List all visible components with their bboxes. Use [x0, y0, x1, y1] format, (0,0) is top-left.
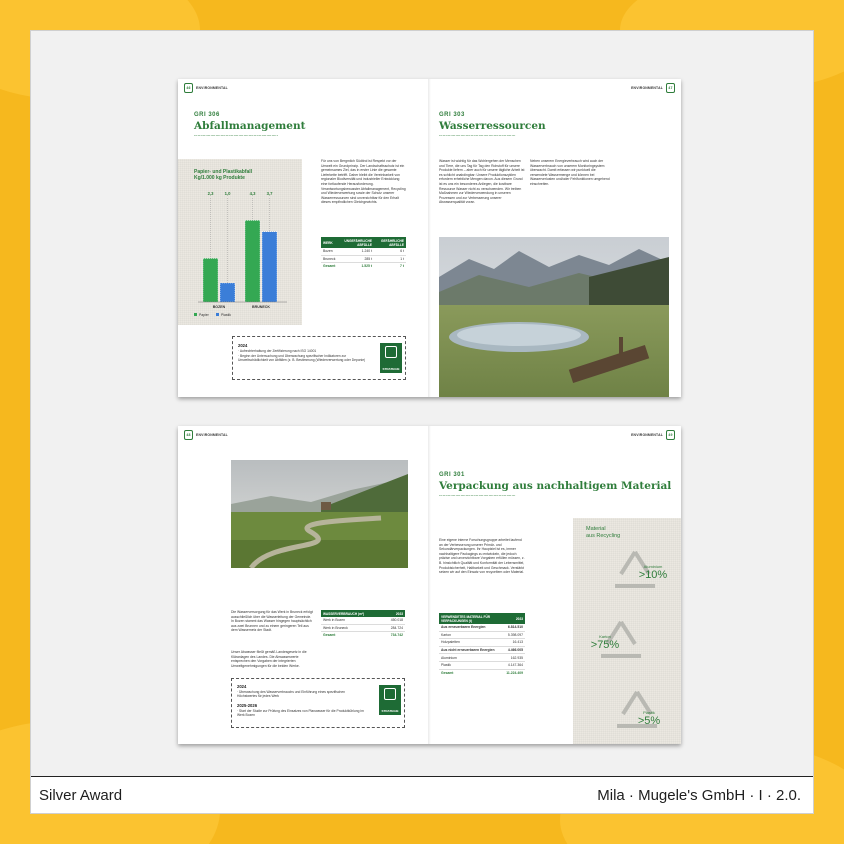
recycling-item-karton: Karton >75% — [590, 634, 620, 651]
leaf-icon — [385, 346, 397, 358]
page-number: 46 — [184, 83, 193, 93]
bar-plastik-bruneck — [262, 232, 277, 302]
table-header: GEFÄHRLICHE ABFÄLLE — [374, 237, 406, 248]
table-row: Werk in Bruneck 284.724 — [323, 625, 403, 630]
water-supply-text: Die Wasserversorgung für das Werk in Bruneck erfolgt ausschließlich über die Wasserleitung der Gemeinde. In Bozen stammt das Wasser hingegen hauptsächlich aus zwei Brunnen und zu einem geringeren Teil aus dem Wassernetz der Stadt. — [231, 610, 313, 633]
bar-value-label: 3,7 — [266, 191, 273, 196]
table-header: VERWENDETES MATERIAL FÜR VERPACKUNGEN (t) — [439, 613, 504, 624]
strategy-item: · Aufrechterhaltung der Zertifizierung nach ISO 14001 — [238, 349, 317, 353]
waste-chart-panel — [178, 159, 302, 325]
table-row: Holzpaletten 16.413 — [441, 640, 523, 645]
award-footer — [31, 776, 813, 813]
legend-label: Plastik — [221, 313, 231, 317]
water-body-text-col2: Neben unserem Energieverbrauch wird auch der Wasserverbrauch von unserem Monitoringsystem überwacht. Damit erfassen wir punktuell die verwendete Wassermenge und können bei Wasserverlusten und/oder Fehlfunktionen umgehend einschreiten. — [530, 159, 610, 186]
table-total-row: Gesamt 1.525 t 7 t — [323, 264, 404, 269]
section-label: ENVIRONMENTAL — [631, 433, 663, 437]
page-header-right — [631, 83, 675, 93]
page-header-left — [184, 430, 228, 440]
award-card — [30, 30, 814, 814]
table-group-row: Aus nicht erneuerbaren Energien 4.466.005 — [441, 648, 523, 653]
page-header-right — [631, 430, 675, 440]
bar-papier-bozen — [203, 258, 218, 302]
gri-label: GRI 306 — [194, 112, 220, 118]
gri-label: GRI 303 — [439, 112, 465, 118]
table-header: WASSERVERBRAUCH (m³) — [321, 610, 383, 617]
brochure-stage — [31, 31, 813, 776]
category-label: BOZEN — [212, 305, 226, 309]
page-number: 47 — [666, 83, 675, 93]
strategy-item: · Beginn der Untersuchung und Überwachung spezifischer Indikatoren zur Umweltschädlichkeit von Abfällen (z. B. Bestimmung (Wiederverwertung oder Deponie) — [238, 354, 366, 363]
table-header: WERK — [321, 237, 337, 248]
table-total-row: Gesamt 11.224.409 — [441, 670, 523, 675]
strategy-year: 2025-2026 — [237, 703, 258, 708]
strategy-year: 2024 — [237, 684, 247, 689]
section-label: ENVIRONMENTAL — [196, 433, 228, 437]
table-row: Karton 5.398.097 — [441, 632, 523, 637]
table-row: Werk in Bozen 450.018 — [323, 618, 403, 623]
strategy-item: · Start der Studie zur Prüfung des Einsatzes von Planwasser für die Produktkühlung im Werk Bozen — [237, 709, 364, 718]
recycling-item-aluminium: Aluminium >10% — [638, 564, 668, 581]
zigzag-divider: ^^^^^^^^^^^^^^^^^^^^^^^^^^^^^^ — [439, 135, 516, 139]
recycling-panel — [573, 518, 681, 744]
bar-value-label: 4,3 — [249, 191, 256, 196]
leaf-icon — [384, 688, 396, 700]
wastewater-text: Unser Abwasser fließt gemäß Landesgesetz in die Kläranlagen des Landes. Die Abwasserwerte entsprechen den Vorgaben der integrierten Umweltgenehmigungen für die beiden Werke. — [231, 650, 307, 668]
section-title: Verpackung aus nachhaltigem Material — [439, 480, 672, 492]
strategy-box — [232, 336, 406, 380]
legend-label: Papier — [199, 313, 209, 317]
bar-value-label: 1,0 — [224, 191, 231, 196]
category-label: BRUNECK — [252, 305, 270, 309]
waste-table — [321, 237, 406, 270]
section-label: ENVIRONMENTAL — [196, 86, 228, 90]
table-group-row: Aus erneuerbaren Energien 6.814.510 — [441, 625, 523, 630]
packaging-material-table — [439, 613, 525, 676]
bar-papier-bruneck — [245, 220, 260, 302]
section-title: Abfallmanagement — [194, 120, 306, 132]
recycling-title: Material aus Recycling — [586, 526, 621, 539]
table-row: Bozen 1.240 t 6 t — [323, 249, 404, 254]
table-header: UNGEFÄHRLICHE ABFÄLLE — [337, 237, 374, 248]
bar-chart — [178, 159, 302, 325]
meadow-stream-photo — [231, 460, 408, 568]
strategy-logo: STRATEGIE — [379, 685, 401, 715]
page-header-left — [184, 83, 228, 93]
recycling-item-plastik: Plastik >5% — [637, 710, 661, 727]
strategy-box — [231, 678, 405, 728]
table-total-row: Gesamt 734.742 — [323, 633, 403, 638]
chart-title: Papier- und Plastikabfall Kg/1.000 kg Produkte — [194, 169, 253, 181]
legend-swatch — [216, 313, 219, 316]
mountain-lake-photo — [439, 237, 669, 397]
zigzag-divider: ^^^^^^^^^^^^^^^^^^^^^^^^^^^^^^^^^ — [194, 135, 279, 139]
page-number: 48 — [184, 430, 193, 440]
table-row: Plastik 4.147.364 — [441, 663, 523, 668]
strategy-year: 2024 — [238, 343, 248, 348]
gri-label: GRI 301 — [439, 472, 465, 478]
spread-waste-water — [178, 79, 681, 397]
bar-value-label: 2,3 — [207, 191, 214, 196]
table-row: Bruneck 285 t 1 t — [323, 256, 404, 261]
packaging-body-text: Eine eigene interne Forschungsgruppe arbeitet laufend an der Verbesserung unserer Primär- und Sekundärverpackungen. Ihr Hauptziel ist es, immer nachhaltigere Packagings zu entwickeln, die jedoch präzise und unverzichtbare Vorgaben erfüllen müssen, z. B. hinsichtlich Qualität und Konformität der Lebensmittel, Produktsicherheit, Haltbarkeit und Geschmack. Verstärkt setzen wir auf den Einsatz von recyceltem oder Material. — [439, 538, 525, 575]
company-label: Mila · Mugele's GmbH · I · 2.0. — [597, 786, 801, 804]
table-header: 2023 — [383, 610, 405, 617]
waste-body-text: Für uns von Bergmilch Südtirol ist Respekt vor der Umwelt ein Grundprinzip. Der Landschaftsschutz ist ein gemeinsames Ziel, das in erster Linie die gesamte Lieferkette betrifft. Daher bleibt die Vereinbarkeit von regionaler Biodiversität und industrieller Entwicklung eine fortlaufende Herausforderung. Verantwortungsbewusster Abfallmanagement, Recycling und Wiederverwertung sowie der Schutz unserer Wasserressourcen sind unverzichtbar für den Erhalt dieses empfindlichen Gleichgewichts. — [321, 159, 406, 205]
page-number: 49 — [666, 430, 675, 440]
water-body-text-col1: Wasser ist wichtig für das Wohlergehen der Menschen und Tiere, die uns Tag für Tag den Rohstoff für unsere Produkte liefern – aber auch für unsere tägliche Arbeit ist es schlicht unabdingbar: Unsere Produktionszyklen erfordern erhebliche Mengen davon. Aus diesem Grund ist es uns ein besonderes Anliegen, die kostbare Ressource Wasser nicht zu verschwenden. Wir treiben Maßnahmen zur Wiederverwendung in unseren Prozessen und zur Verbesserung unserer Abwasserqualität voran. — [439, 159, 525, 205]
table-header: 2023 — [504, 613, 525, 624]
zigzag-divider: ^^^^^^^^^^^^^^^^^^^^^^^^^^^^^^ — [439, 495, 516, 499]
strategy-item: · Überwachung des Wasserverbrauchs und Einführung eines spezifischen Höchstwertes für jedes Werk — [237, 690, 346, 699]
bar-plastik-bozen — [220, 283, 235, 302]
strategy-logo: STRATEGIE — [380, 343, 402, 373]
section-title: Wasserressourcen — [439, 120, 546, 132]
spread-water-packaging — [178, 426, 681, 744]
award-label: Silver Award — [39, 786, 123, 804]
section-label: ENVIRONMENTAL — [631, 86, 663, 90]
legend-swatch — [194, 313, 197, 316]
table-row: Aluminium 162.935 — [441, 655, 523, 660]
water-consumption-table — [321, 610, 405, 639]
